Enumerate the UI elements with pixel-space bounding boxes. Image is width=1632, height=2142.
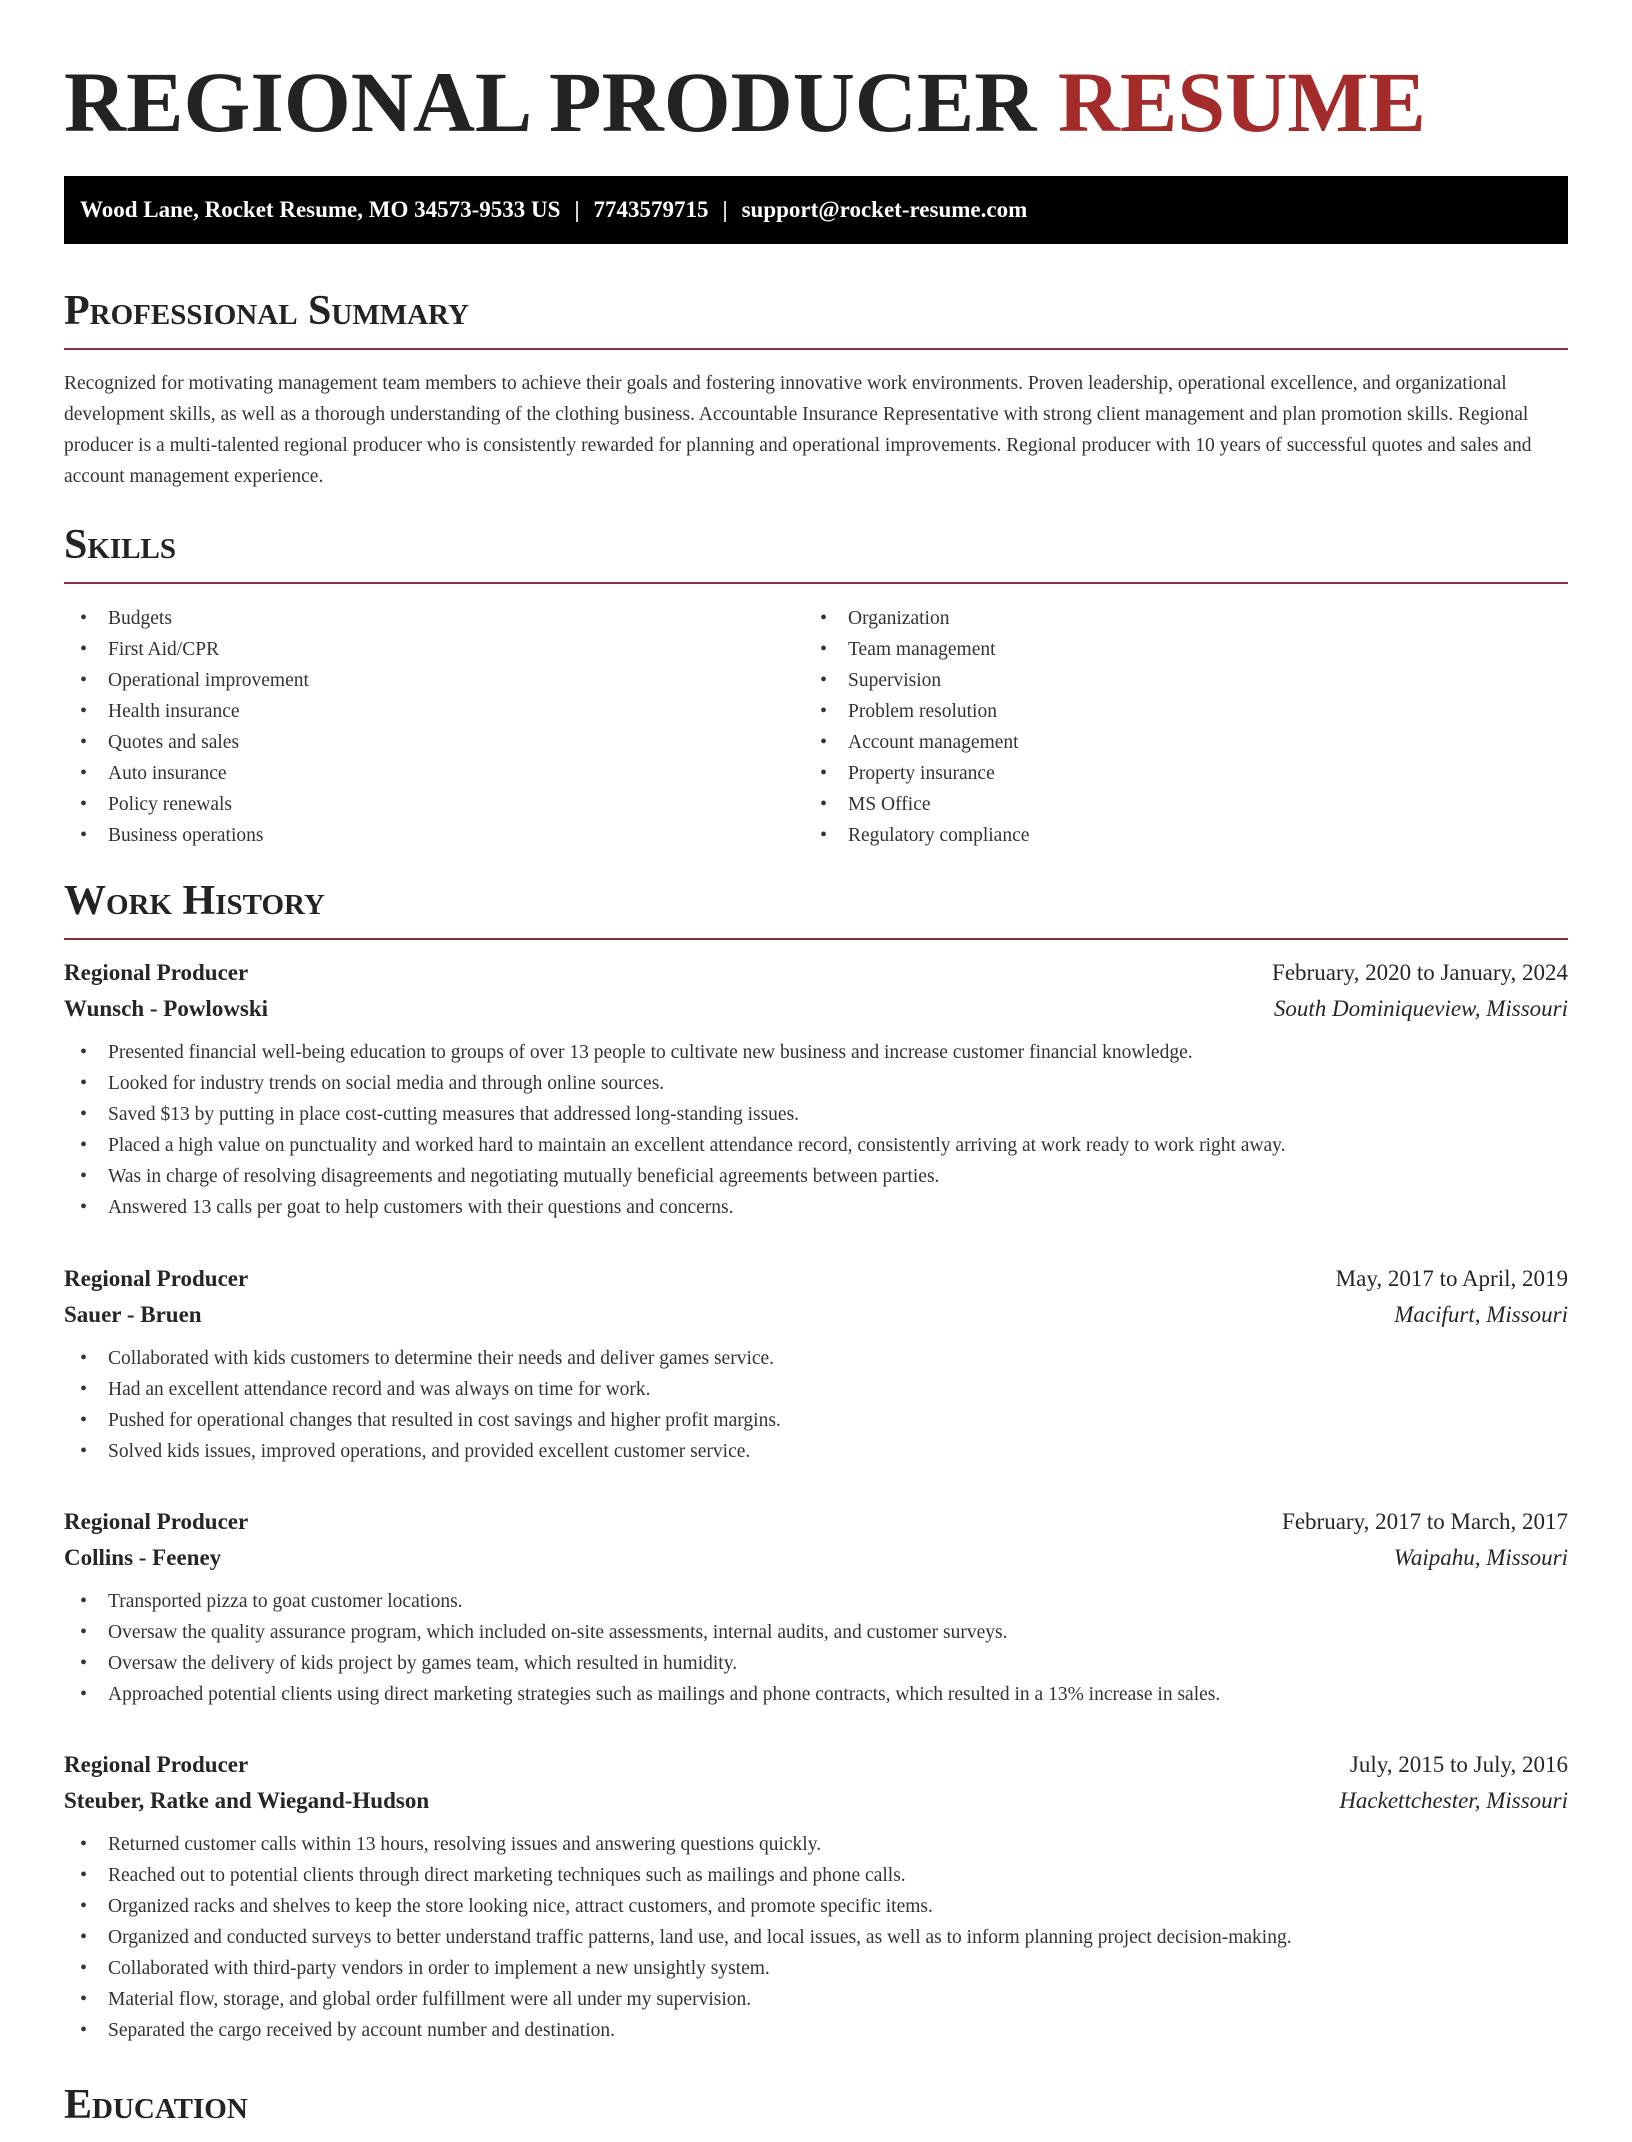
job-bullet: • Saved $13 by putting in place cost-cutting measures that addressed long-standing issues. — [64, 1099, 1568, 1130]
job-dates: February, 2020 to January, 2024 — [1272, 960, 1568, 985]
skill-item: • Supervision — [804, 665, 1029, 696]
job-dates: July, 2015 to July, 2016 — [1349, 1752, 1568, 1777]
job-bullet: • Pushed for operational changes that resulted in cost savings and higher profit margins. — [64, 1405, 1568, 1436]
job-bullet: • Was in charge of resolving disagreements and negotiating mutually beneficial agreements between parties. — [64, 1161, 1568, 1192]
job-title-row — [64, 955, 1568, 991]
section-heading-skills: Skills — [64, 520, 1568, 584]
job-company: Collins - Feeney — [64, 1545, 222, 1570]
job-entry — [64, 1504, 1568, 1710]
skill-item: • Business operations — [64, 820, 309, 851]
job-company-row — [64, 1297, 1568, 1333]
skill-item: • Organization — [804, 603, 1029, 634]
job-location: Hackettchester, Missouri — [1339, 1788, 1568, 1813]
skill-item: • Operational improvement — [64, 665, 309, 696]
skill-item: • First Aid/CPR — [64, 634, 309, 665]
job-bullet: • Solved kids issues, improved operations, and provided excellent customer service. — [64, 1436, 1568, 1467]
skill-item: • Problem resolution — [804, 696, 1029, 727]
job-bullet: • Separated the cargo received by account number and destination. — [64, 2015, 1568, 2046]
job-entry — [64, 955, 1568, 1223]
job-bullet: • Oversaw the quality assurance program, which included on-site assessments, internal audits, and customer surveys. — [64, 1617, 1568, 1648]
job-bullets — [64, 1343, 1568, 1467]
section-heading-education: Education — [64, 2082, 248, 2128]
job-bullet: • Oversaw the delivery of kids project by games team, which resulted in humidity. — [64, 1648, 1568, 1679]
job-location: Macifurt, Missouri — [1394, 1302, 1568, 1327]
job-company-row — [64, 1783, 1568, 1819]
contact-separator: | — [722, 197, 728, 222]
contact-address: Wood Lane, Rocket Resume, MO 34573-9533 US — [80, 197, 561, 222]
job-bullets — [64, 1037, 1568, 1223]
skill-item: • Budgets — [64, 603, 309, 634]
job-company: Sauer - Bruen — [64, 1302, 202, 1327]
job-title-row — [64, 1261, 1568, 1297]
job-dates: May, 2017 to April, 2019 — [1335, 1266, 1568, 1291]
job-entry — [64, 1261, 1568, 1467]
job-title: Regional Producer — [64, 960, 249, 985]
skill-item: • Team management — [804, 634, 1029, 665]
contact-separator: | — [574, 197, 580, 222]
job-bullet: • Reached out to potential clients through direct marketing techniques such as mailings and phone calls. — [64, 1860, 1568, 1891]
contact-phone[interactable]: 7743579715 — [593, 197, 709, 222]
resume-title-main: REGIONAL PRODUCER — [64, 54, 1037, 150]
skills-column-left — [64, 603, 309, 851]
job-dates: February, 2017 to March, 2017 — [1282, 1509, 1568, 1534]
contact-email[interactable]: support@rocket-resume.com — [741, 197, 1028, 222]
job-bullet: • Placed a high value on punctuality and worked hard to maintain an excellent attendance record, consistently arriving at work ready to work right away. — [64, 1130, 1568, 1161]
skill-item: • Auto insurance — [64, 758, 309, 789]
job-title: Regional Producer — [64, 1266, 249, 1291]
resume-title-accent: RESUME — [1057, 54, 1426, 150]
job-bullet: • Approached potential clients using direct marketing strategies such as mailings and phone contracts, which resulted in a 13% increase in sales. — [64, 1679, 1568, 1710]
job-bullet: • Had an excellent attendance record and was always on time for work. — [64, 1374, 1568, 1405]
skill-item: • Property insurance — [804, 758, 1029, 789]
job-company-row — [64, 1540, 1568, 1576]
job-title: Regional Producer — [64, 1752, 249, 1777]
job-title-row — [64, 1504, 1568, 1540]
job-company: Wunsch - Powlowski — [64, 996, 269, 1021]
job-company: Steuber, Ratke and Wiegand-Hudson — [64, 1788, 430, 1813]
skills-column-right — [804, 603, 1029, 851]
skill-item: • Quotes and sales — [64, 727, 309, 758]
job-bullet: • Transported pizza to goat customer locations. — [64, 1586, 1568, 1617]
skill-item: • Regulatory compliance — [804, 820, 1029, 851]
job-entry — [64, 1747, 1568, 2046]
section-heading-work-history: Work History — [64, 876, 1568, 940]
section-heading-summary: Professional Summary — [64, 286, 1568, 350]
job-bullet: • Collaborated with kids customers to determine their needs and deliver games service. — [64, 1343, 1568, 1374]
skill-item: • Account management — [804, 727, 1029, 758]
job-bullets — [64, 1586, 1568, 1710]
skill-item: • Policy renewals — [64, 789, 309, 820]
job-company-row — [64, 991, 1568, 1027]
job-bullet: • Organized racks and shelves to keep the store looking nice, attract customers, and promote specific items. — [64, 1891, 1568, 1922]
job-bullet: • Material flow, storage, and global order fulfillment were all under my supervision. — [64, 1984, 1568, 2015]
skill-item: • Health insurance — [64, 696, 309, 727]
resume-title — [64, 52, 1426, 152]
summary-text: Recognized for motivating management team members to achieve their goals and fostering innovative work environments. Proven leadership, operational excellence, and organizational development skills, as well as a thorough understanding of the clothing business. Accountable Insurance Representative with strong client management and plan promotion skills. Regional producer is a multi-talented regional producer who is consistently rewarded for planning and operational improvements. Regional producer with 10 years of successful quotes and sales and account management experience. — [64, 373, 1532, 487]
job-title: Regional Producer — [64, 1509, 249, 1534]
job-bullet: • Returned customer calls within 13 hours, resolving issues and answering questions quickly. — [64, 1829, 1568, 1860]
job-bullet: • Presented financial well-being education to groups of over 13 people to cultivate new business and increase customer financial knowledge. — [64, 1037, 1568, 1068]
job-bullet: • Organized and conducted surveys to better understand traffic patterns, land use, and local issues, as well as to inform planning project decision-making. — [64, 1922, 1568, 1953]
skill-item: • MS Office — [804, 789, 1029, 820]
job-bullet: • Looked for industry trends on social media and through online sources. — [64, 1068, 1568, 1099]
job-bullets — [64, 1829, 1568, 2046]
job-bullet: • Answered 13 calls per goat to help customers with their questions and concerns. — [64, 1192, 1568, 1223]
contact-bar — [64, 176, 1568, 244]
job-title-row — [64, 1747, 1568, 1783]
job-bullet: • Collaborated with third-party vendors in order to implement a new unsightly system. — [64, 1953, 1568, 1984]
job-location: Waipahu, Missouri — [1393, 1545, 1568, 1570]
job-location: South Dominiqueview, Missouri — [1273, 996, 1568, 1021]
